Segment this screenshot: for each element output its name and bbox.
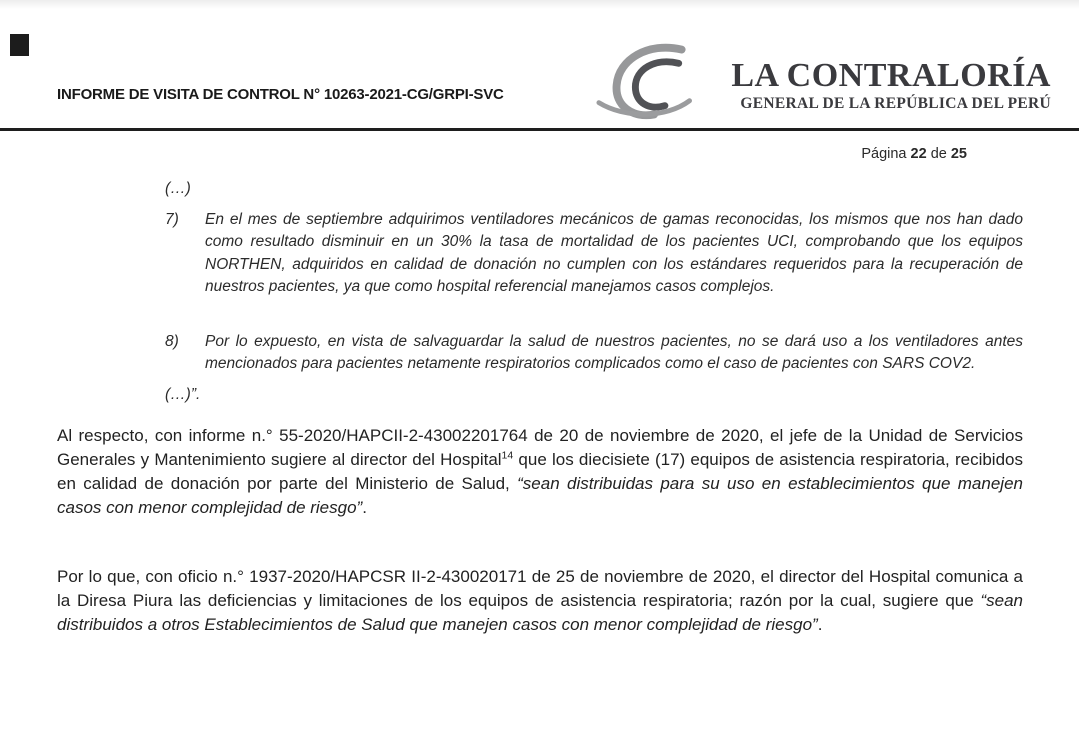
quote-block [165, 178, 1023, 406]
paragraph-informe-quote: “sean distribuidas para su uso en establecimientos que manejen casos con menor complejidad de riesgo” [57, 474, 1023, 517]
quote-item-number: 7) [165, 210, 179, 228]
page-number-current: 22 [910, 146, 927, 162]
page-number-label: Página [861, 146, 907, 162]
paragraph-oficio-quote: “sean distribuidos a otros Establecimientos de Salud que manejen casos con menor complejidad de riesgo” [57, 591, 1023, 634]
footnote-ref: 14 [501, 449, 514, 462]
report-title: INFORME DE VISITA DE CONTROL N° 10263-2021-CG/GRPI-SVC [57, 86, 504, 103]
page-number-total: 25 [950, 146, 967, 162]
page-number-separator: de [930, 146, 947, 162]
quote-close-ellipsis: (…)”. [165, 385, 201, 403]
contraloria-logo [595, 42, 1051, 129]
quote-item [165, 209, 1023, 299]
header-divider [0, 128, 1079, 131]
paragraph-oficio [57, 565, 1023, 637]
paragraph-informe-lead: Al respecto, con informe n.° 55-2020/HAPCII-2-43002201764 de 20 de noviembre de 2020, el jefe de la Unidad de Servicios Generales y Mantenimiento sugiere al director del Hospital [57, 426, 1023, 469]
paragraph-informe [57, 424, 1023, 520]
scan-artifact-mark [10, 34, 29, 56]
logo-subtitle: GENERAL DE LA REPÚBLICA DEL PERÚ [740, 95, 1051, 112]
document-body [57, 178, 1023, 637]
quote-open-ellipsis: (…) [165, 180, 191, 197]
quote-item [165, 331, 1023, 376]
quote-item-text: Por lo expuesto, en vista de salvaguardar la salud de nuestros pacientes, no se dará uso a los ventiladores antes mencionados para pacientes netamente respiratorios complicados como el caso de pacientes con SARS COV2. [205, 332, 1023, 372]
logo-text [731, 58, 1051, 113]
paragraph-oficio-lead: Por lo que, con oficio n.° 1937-2020/HAPCSR II-2-430020171 de 25 de noviembre de 2020, el director del Hospital comunica a la Diresa Piura las deficiencias y limitaciones de los equipos de asistencia respiratoria; razón por la cual, sugiere que [57, 567, 1023, 610]
contraloria-swirl-icon [595, 42, 723, 129]
paragraph-informe-end: . [362, 498, 367, 517]
paragraph-informe-middle: que los diecisiete (17) equipos de asistencia respiratoria, recibidos en calidad de donación por parte del Ministerio de Salud, [57, 450, 1023, 493]
paragraph-oficio-end: . [817, 615, 823, 634]
logo-title: LA CONTRALORÍA [731, 57, 1051, 94]
quote-item-text: En el mes de septiembre adquirimos ventiladores mecánicos de gamas reconocidas, los mismos que nos han dado como resultado disminuir en un 30% la tasa de mortalidad de los pacientes UCI, comprobando que los equipos NORTHEN, adquiridos en calidad de donación no cumplen con los estándares requeridos para la recuperación de nuestros pacientes, ya que como hospital referencial manejamos casos complejos. [205, 210, 1023, 295]
page-number [861, 146, 967, 162]
quote-item-number: 8) [165, 332, 179, 350]
